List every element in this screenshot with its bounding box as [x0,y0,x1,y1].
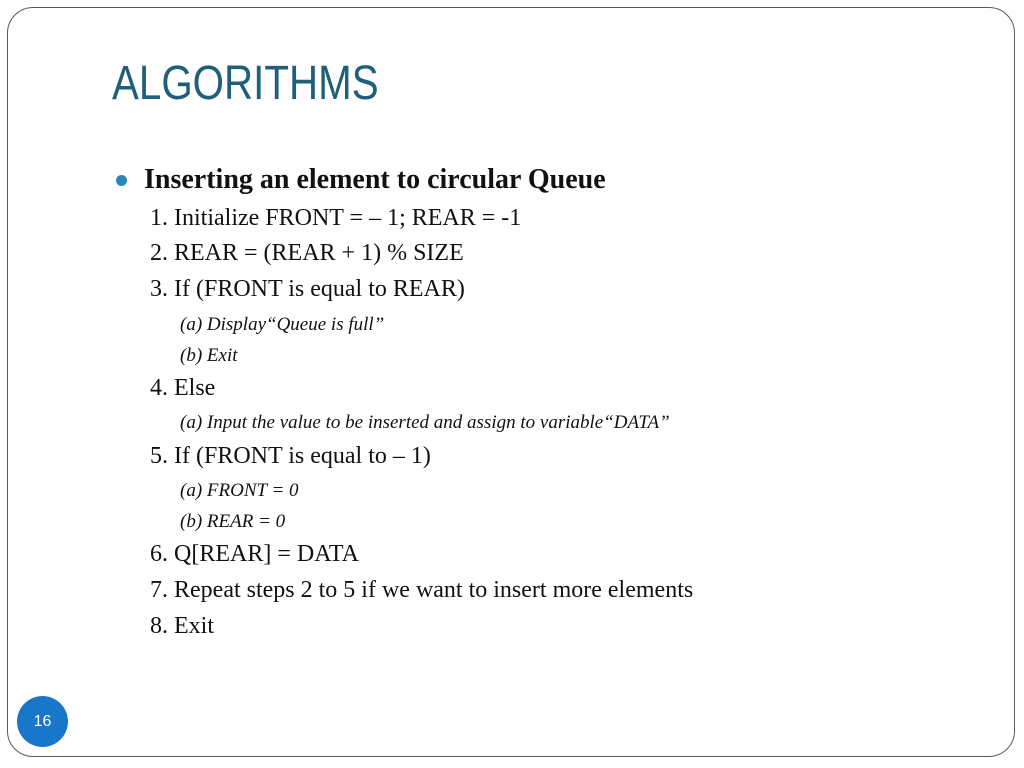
sub-line-3a: (a) Display“Queue is full” [180,314,385,335]
sub-line-5b: (b) REAR = 0 [180,511,286,532]
slide-title: ALGORITHMS [112,57,379,110]
bullet-heading: Inserting an element to circular Queue [144,164,606,195]
step-line-4: 4. Else [150,375,216,401]
sub-line-5a: (a) FRONT = 0 [180,480,299,501]
step-line-3: 3. If (FRONT is equal to REAR) [150,276,465,302]
bullet-dot-icon [116,175,127,186]
step-line-6: 6. Q[REAR] = DATA [150,541,359,567]
step-line-7: 7. Repeat steps 2 to 5 if we want to insert more elements [150,577,694,603]
step-line-1: 1. Initialize FRONT = – 1; REAR = -1 [150,205,522,231]
sub-line-3b: (b) Exit [180,345,238,366]
step-line-8: 8. Exit [150,613,214,639]
sub-line-4a: (a) Input the value to be inserted and assign to variable“DATA” [180,412,670,433]
step-line-2: 2. REAR = (REAR + 1) % SIZE [150,240,464,266]
page-number-badge: 16 [17,696,68,747]
step-line-5: 5. If (FRONT is equal to – 1) [150,443,431,469]
